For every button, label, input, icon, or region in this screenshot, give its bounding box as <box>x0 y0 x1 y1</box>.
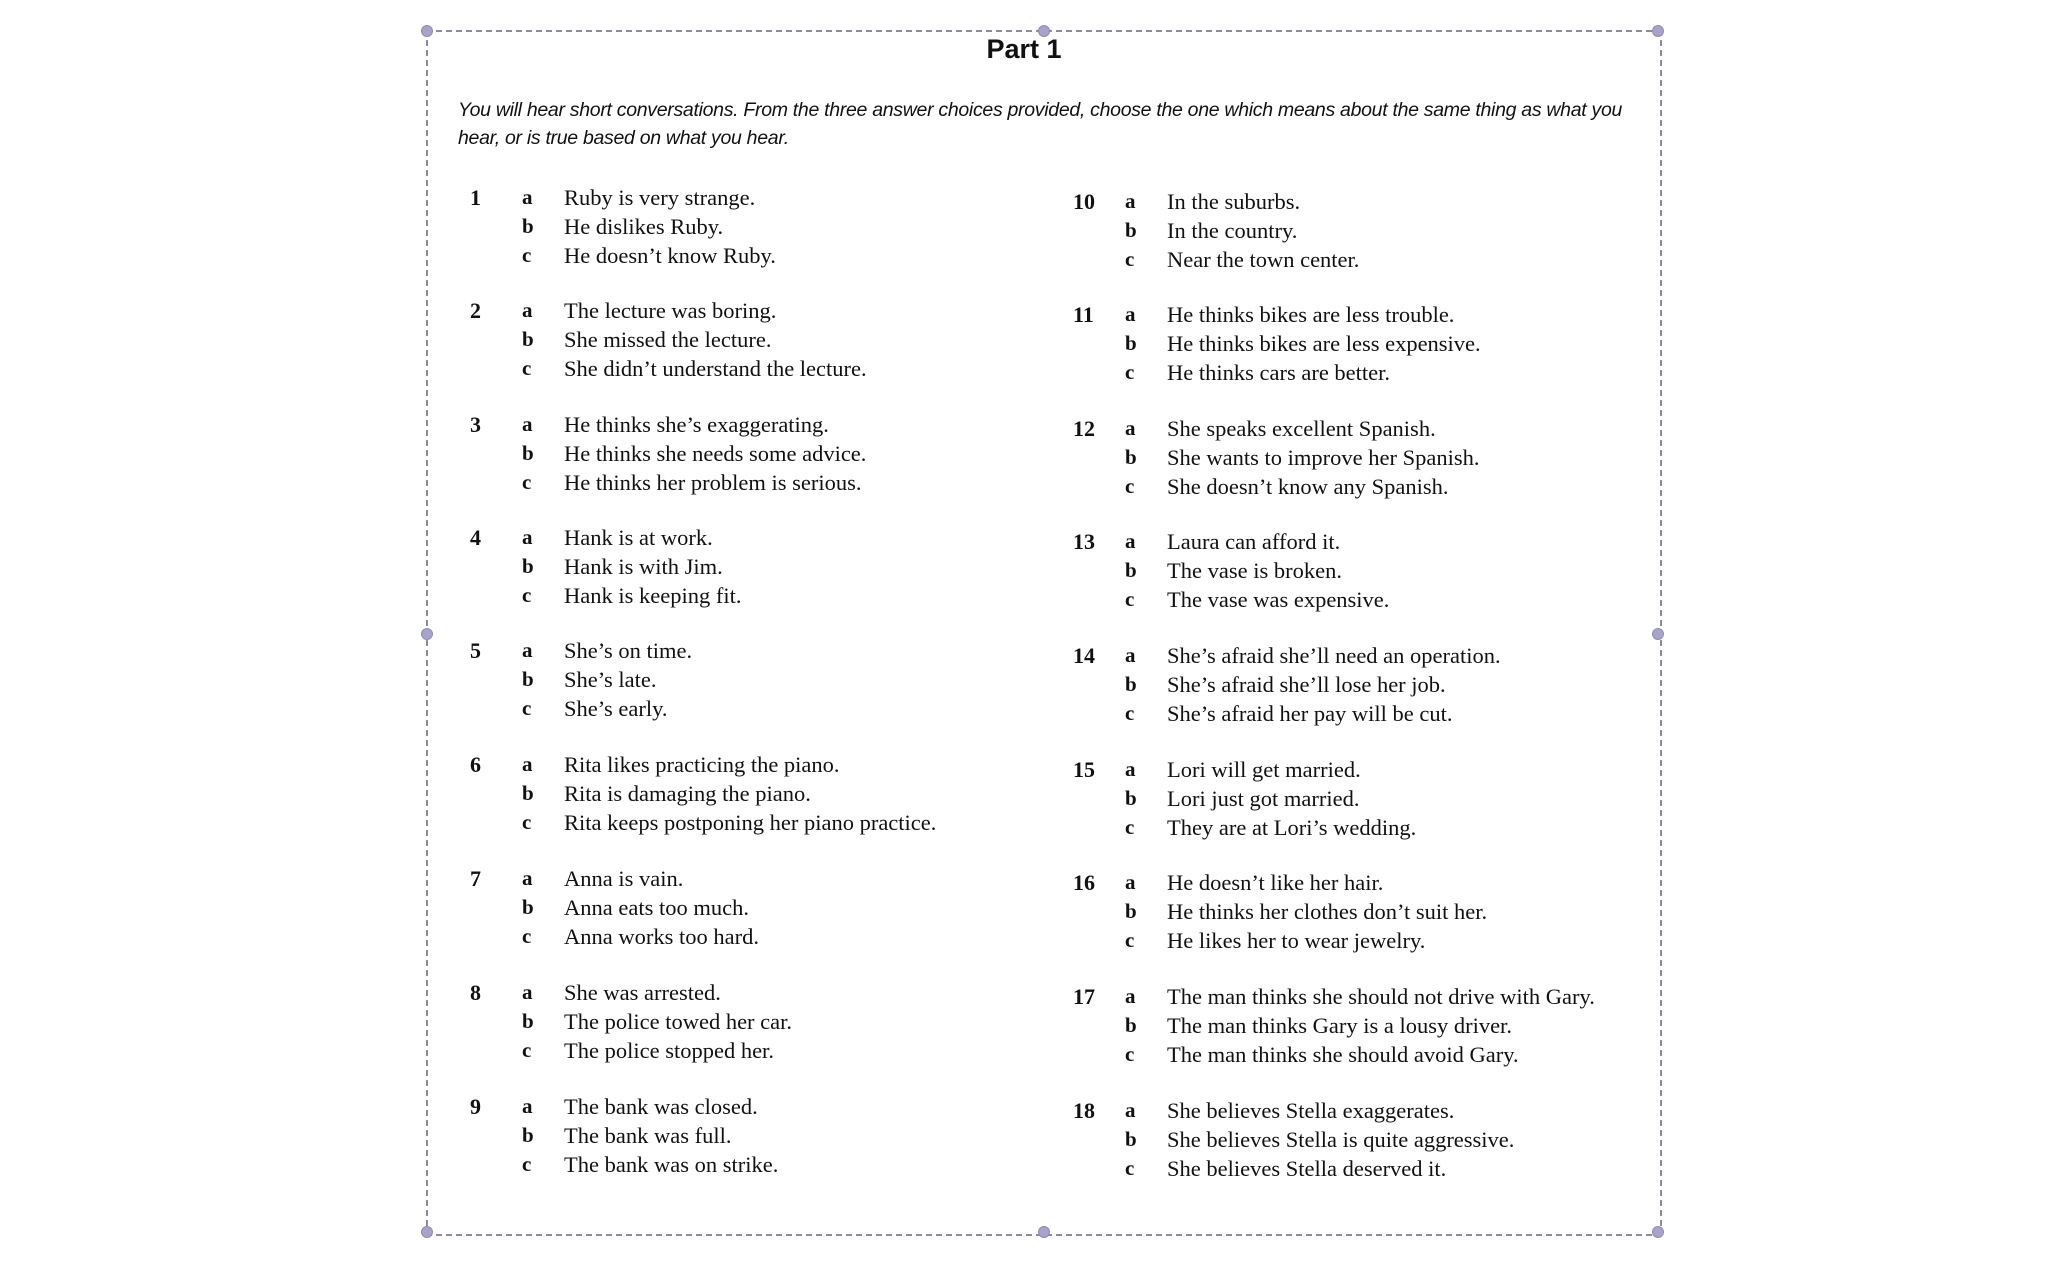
question-number: 11 <box>1073 302 1094 327</box>
option-letter: b <box>1125 218 1137 242</box>
option-letter: b <box>1125 1013 1137 1037</box>
option-text: She speaks excellent Spanish. <box>1167 416 1436 441</box>
option-text: She’s afraid her pay will be cut. <box>1167 701 1453 726</box>
question-4 <box>470 523 1030 613</box>
option-letter: a <box>1125 984 1136 1008</box>
question-6 <box>470 750 1030 840</box>
question-15 <box>1073 755 1633 845</box>
option-text: She didn’t understand the lecture. <box>564 356 867 381</box>
option-text: Rita likes practicing the piano. <box>564 752 840 777</box>
option-letter: c <box>1125 474 1135 498</box>
option-text: They are at Lori’s wedding. <box>1167 815 1417 840</box>
question-number: 17 <box>1073 984 1095 1009</box>
option-letter: b <box>522 1009 534 1033</box>
question-17 <box>1073 982 1633 1072</box>
option-text: He dislikes Ruby. <box>564 214 724 239</box>
option-text: She believes Stella exaggerates. <box>1167 1098 1455 1123</box>
option-text: He thinks cars are better. <box>1167 360 1391 385</box>
option-text: She believes Stella is quite aggressive. <box>1167 1127 1515 1152</box>
resize-handle-bottom-left[interactable] <box>421 1226 433 1238</box>
question-number: 15 <box>1073 757 1095 782</box>
question-12 <box>1073 414 1633 504</box>
question-3 <box>470 410 1030 500</box>
option-letter: b <box>1125 558 1137 582</box>
option-text: He likes her to wear jewelry. <box>1167 928 1426 953</box>
option-letter: a <box>1125 189 1136 213</box>
question-number: 18 <box>1073 1098 1095 1123</box>
option-letter: c <box>1125 1042 1135 1066</box>
option-text: He thinks her clothes don’t suit her. <box>1167 899 1488 924</box>
option-letter: c <box>522 1152 532 1176</box>
option-letter: a <box>522 525 533 549</box>
question-number: 9 <box>470 1094 481 1119</box>
option-letter: c <box>1125 587 1135 611</box>
question-number: 12 <box>1073 416 1095 441</box>
question-10 <box>1073 187 1633 277</box>
option-text: He doesn’t know Ruby. <box>564 243 776 268</box>
option-letter: b <box>1125 1127 1137 1151</box>
option-text: The bank was closed. <box>564 1094 758 1119</box>
resize-handle-bottom-center[interactable] <box>1038 1226 1050 1238</box>
option-text: She’s afraid she’ll need an operation. <box>1167 643 1501 668</box>
option-letter: c <box>1125 701 1135 725</box>
option-letter: a <box>1125 416 1136 440</box>
question-number: 2 <box>470 298 481 323</box>
option-letter: c <box>1125 247 1135 271</box>
question-1 <box>470 183 1030 273</box>
option-text: He thinks bikes are less expensive. <box>1167 331 1481 356</box>
option-letter: c <box>522 696 532 720</box>
option-letter: c <box>522 243 532 267</box>
option-text: She’s early. <box>564 696 668 721</box>
question-number: 4 <box>470 525 481 550</box>
option-text: She believes Stella deserved it. <box>1167 1156 1447 1181</box>
option-text: The bank was on strike. <box>564 1152 779 1177</box>
option-letter: a <box>1125 870 1136 894</box>
option-letter: a <box>522 185 533 209</box>
option-text: In the suburbs. <box>1167 189 1301 214</box>
option-letter: b <box>1125 786 1137 810</box>
option-letter: a <box>522 298 533 322</box>
option-letter: c <box>1125 1156 1135 1180</box>
option-letter: b <box>522 1123 534 1147</box>
question-18 <box>1073 1096 1633 1186</box>
option-letter: b <box>522 214 534 238</box>
option-letter: c <box>1125 928 1135 952</box>
option-text: She wants to improve her Spanish. <box>1167 445 1480 470</box>
option-letter: a <box>1125 643 1136 667</box>
option-text: She’s on time. <box>564 638 693 663</box>
resize-handle-middle-left[interactable] <box>421 628 433 640</box>
option-letter: c <box>522 356 532 380</box>
option-text: Anna eats too much. <box>564 895 749 920</box>
option-letter: b <box>1125 331 1137 355</box>
option-letter: b <box>522 327 534 351</box>
option-letter: b <box>522 554 534 578</box>
question-number: 14 <box>1073 643 1095 668</box>
option-text: The man thinks she should not drive with Gary. <box>1167 984 1595 1009</box>
option-letter: b <box>522 441 534 465</box>
option-text: She doesn’t know any Spanish. <box>1167 474 1449 499</box>
option-letter: c <box>522 470 532 494</box>
option-letter: c <box>522 810 532 834</box>
option-text: The vase was expensive. <box>1167 587 1390 612</box>
option-letter: b <box>522 895 534 919</box>
question-14 <box>1073 641 1633 731</box>
option-letter: a <box>522 412 533 436</box>
option-letter: a <box>522 980 533 1004</box>
option-letter: b <box>522 667 534 691</box>
option-letter: a <box>1125 529 1136 553</box>
option-text: She’s late. <box>564 667 657 692</box>
option-letter: a <box>522 866 533 890</box>
option-letter: c <box>1125 360 1135 384</box>
option-letter: b <box>1125 672 1137 696</box>
option-text: The lecture was boring. <box>564 298 777 323</box>
question-number: 10 <box>1073 189 1095 214</box>
option-text: The police stopped her. <box>564 1038 774 1063</box>
option-text: The man thinks she should avoid Gary. <box>1167 1042 1519 1067</box>
question-number: 6 <box>470 752 481 777</box>
question-number: 16 <box>1073 870 1095 895</box>
option-letter: a <box>1125 757 1136 781</box>
option-text: The man thinks Gary is a lousy driver. <box>1167 1013 1512 1038</box>
option-text: Rita keeps postponing her piano practice. <box>564 810 937 835</box>
option-text: Lori just got married. <box>1167 786 1360 811</box>
option-text: Rita is damaging the piano. <box>564 781 811 806</box>
question-16 <box>1073 868 1633 958</box>
option-letter: a <box>1125 302 1136 326</box>
question-9 <box>470 1092 1030 1182</box>
part-title: Part 1 <box>986 34 1062 64</box>
question-number: 7 <box>470 866 481 891</box>
option-text: Ruby is very strange. <box>564 185 756 210</box>
question-8 <box>470 978 1030 1068</box>
option-text: Hank is at work. <box>564 525 713 550</box>
question-number: 1 <box>470 185 481 210</box>
option-text: Anna works too hard. <box>564 924 759 949</box>
question-number: 13 <box>1073 529 1095 554</box>
question-number: 5 <box>470 638 481 663</box>
option-letter: a <box>1125 1098 1136 1122</box>
question-5 <box>470 636 1030 726</box>
option-text: The vase is broken. <box>1167 558 1342 583</box>
instructions-text: You will hear short conversations. From the three answer choices provided, choose the one which means about the same thing as what you hear, or is true based on what you hear. <box>458 99 1623 149</box>
question-7 <box>470 864 1030 954</box>
resize-handle-bottom-right[interactable] <box>1652 1226 1664 1238</box>
question-2 <box>470 296 1030 386</box>
question-13 <box>1073 527 1633 617</box>
option-text: In the country. <box>1167 218 1298 243</box>
option-letter: b <box>522 781 534 805</box>
option-letter: a <box>522 1094 533 1118</box>
question-11 <box>1073 300 1633 390</box>
option-text: He thinks she needs some advice. <box>564 441 867 466</box>
option-letter: a <box>522 638 533 662</box>
option-letter: c <box>522 924 532 948</box>
option-text: She missed the lecture. <box>564 327 772 352</box>
option-text: He thinks bikes are less trouble. <box>1167 302 1455 327</box>
resize-handle-middle-right[interactable] <box>1652 628 1664 640</box>
option-letter: c <box>1125 815 1135 839</box>
option-text: Lori will get married. <box>1167 757 1361 782</box>
option-letter: a <box>522 752 533 776</box>
option-text: The police towed her car. <box>564 1009 793 1034</box>
option-text: She was arrested. <box>564 980 721 1005</box>
option-letter: b <box>1125 899 1137 923</box>
question-number: 3 <box>470 412 481 437</box>
question-number: 8 <box>470 980 481 1005</box>
option-text: Anna is vain. <box>564 866 684 891</box>
option-letter: b <box>1125 445 1137 469</box>
option-text: The bank was full. <box>564 1123 732 1148</box>
option-text: Hank is with Jim. <box>564 554 723 579</box>
option-text: Laura can afford it. <box>1167 529 1341 554</box>
option-letter: c <box>522 1038 532 1062</box>
option-text: Near the town center. <box>1167 247 1360 272</box>
option-text: He thinks she’s exaggerating. <box>564 412 829 437</box>
option-text: He doesn’t like her hair. <box>1167 870 1384 895</box>
option-text: He thinks her problem is serious. <box>564 470 862 495</box>
option-text: Hank is keeping fit. <box>564 583 742 608</box>
option-text: She’s afraid she’ll lose her job. <box>1167 672 1446 697</box>
option-letter: c <box>522 583 532 607</box>
